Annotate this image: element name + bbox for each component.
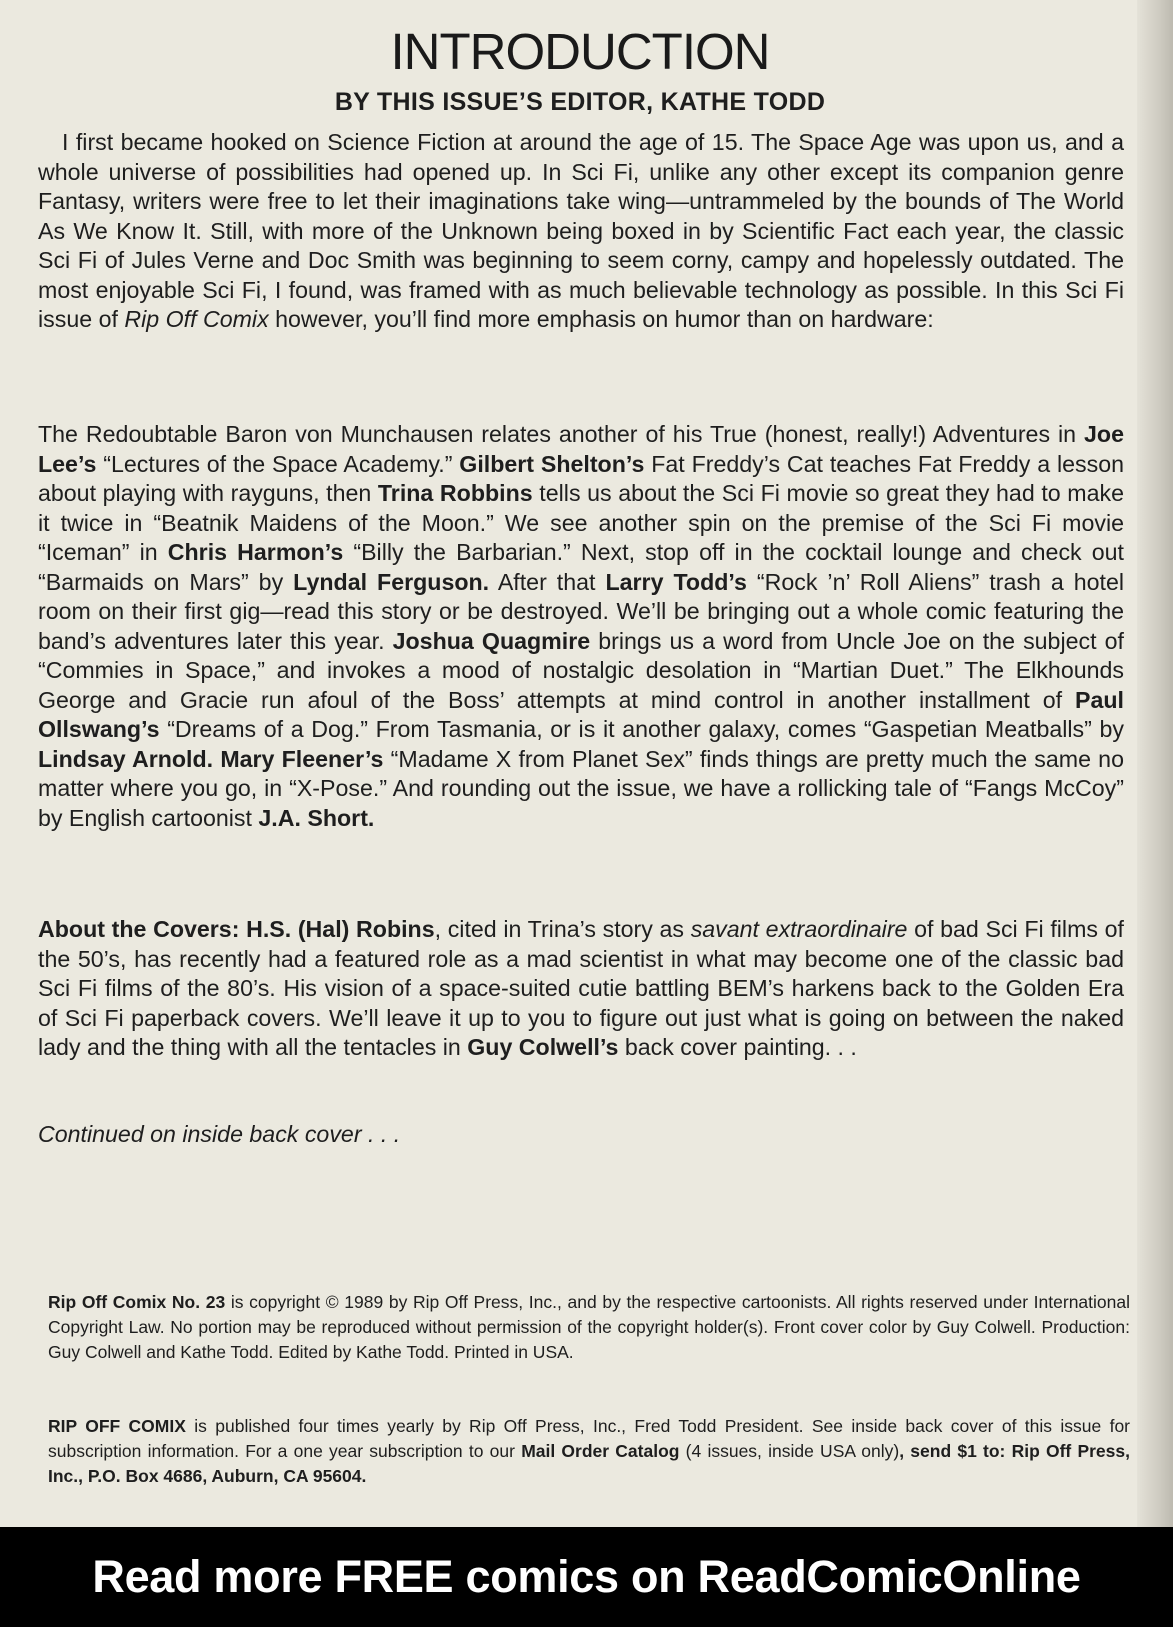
covers-heading: About the Covers: H.S. (Hal) Robins [38, 916, 435, 942]
promo-banner-text[interactable]: Read more FREE comics on ReadComicOnline [92, 1551, 1081, 1602]
creator-name: Chris Harmon’s [167, 539, 344, 565]
page-subtitle: BY THIS ISSUE’S EDITOR, KATHE TODD [334, 88, 826, 116]
creator-name: Gilbert Shelton’s [459, 450, 645, 477]
creator-name: Joshua Quagmire [392, 627, 591, 654]
creator-name: Joe Lee’s [38, 421, 1124, 477]
creator-name: Larry Todd’s [605, 568, 747, 595]
magazine-title: Rip Off Comix [124, 306, 269, 332]
creator-name: Lindsay Arnold. [38, 745, 214, 772]
creator-name: Lyndal Ferguson. [293, 568, 490, 595]
publisher-notice: RIP OFF COMIX is published four times yearly by Rip Off Press, Inc., Fred Todd President. See inside back cover of this issue for subscription information. For a one year subscription to our Mail Order Catalog (4 issues, inside USA only), send $1 to: Rip Off Press, Inc., P.O. Box 4686, Auburn, CA 95604. [48, 1416, 1131, 1486]
creator-name: Paul Ollswang’s [38, 686, 1124, 742]
creator-name: Guy Colwell’s [467, 1034, 619, 1060]
copyright-notice: Rip Off Comix No. 23 is copyright © 1989 by Rip Off Press, Inc., and by the respective cartoonists. All rights reserved under International Copyright Law. No portion may be reproduced without permission of the copyright holder(s). Front cover color by Guy Colwell. Production: Guy Colwell and Kathe Todd. Edited by Kathe Todd. Printed in USA. [48, 1292, 1130, 1362]
covers-paragraph: About the Covers: H.S. (Hal) Robins, cited in Trina’s story as savant extraordinaire of bad Sci Fi films of the 50’s, has recently had a featured role as a mad scientist in what may become one of the classic bad Sci Fi films of the 80’s. His vision of a space-suited cutie battling BEM’s harkens back to the Golden Era of Sci Fi paperback covers. We’ll leave it up to you to figure out just what is going on between the naked lady and the thing with all the tentacles in Guy Colwell’s back cover painting. . . [38, 916, 1124, 1060]
creator-name: Trina Robbins [377, 480, 533, 506]
promo-banner[interactable] [0, 1527, 1173, 1627]
page-binding-edge [1137, 0, 1173, 1527]
continued-note: Continued on inside back cover . . . [38, 1121, 401, 1147]
page-title: INTRODUCTION [390, 23, 770, 80]
intro-paragraph: I first became hooked on Science Fiction at around the age of 15. The Space Age was upon us, and a whole universe of possibilities had opened up. In Sci Fi, unlike any other except its companion genre Fantasy, writers were free to let their imaginations take wing—untrammeled by the bounds of The World As We Know It. Still, with more of the Unknown being boxed in by Scientific Fact each year, the classic Sci Fi of Jules Verne and Doc Smith was beginning to seem corny, campy and hopelessly outdated. The most enjoyable Sci Fi, I found, was framed with as much believable technology as possible. In this Sci Fi issue of Rip Off Comix however, you’ll find more emphasis on humor than on hardware: [38, 129, 1124, 332]
contents-paragraph: The Redoubtable Baron von Munchausen relates another of his True (honest, really!) Adventures in Joe Lee’s “Lectures of the Space Academy.” Gilbert Shelton’s Fat Freddy’s Cat teaches Fat Freddy a lesson about playing with rayguns, then Trina Robbins tells us about the Sci Fi movie so great they had to make it twice in “Beatnik Maidens of the Moon.” We see another spin on the premise of the Sci Fi movie “Iceman” in Chris Harmon’s “Billy the Barbarian.” Next, stop off in the cocktail lounge and check out “Barmaids on Mars” by Lyndal Ferguson. After that Larry Todd’s “Rock ’n’ Roll Aliens” trash a hotel room on their first gig—read this story or be destroyed. We’ll be bringing out a whole comic featuring the band’s adventures later this year. Joshua Quagmire brings us a word from Uncle Joe on the subject of “Commies in Space,” and invokes a mood of nostalgic desolation in “Martian Duet.” The Elkhounds George and Gracie run afoul of the Boss’ attempts at mind control in another installment of Paul Ollswang’s “Dreams of a Dog.” From Tasmania, or is it another galaxy, comes “Gaspetian Meatballs” by Lindsay Arnold. Mary Fleener’s “Madame X from Planet Sex” finds things are pretty much the same no matter where you go, in “X-Pose.” And rounding out the issue, we have a rollicking tale of “Fangs McCoy” by English cartoonist J.A. Short. [38, 421, 1125, 831]
creator-name: Mary Fleener’s [220, 745, 384, 772]
creator-name: J.A. Short. [258, 804, 375, 831]
